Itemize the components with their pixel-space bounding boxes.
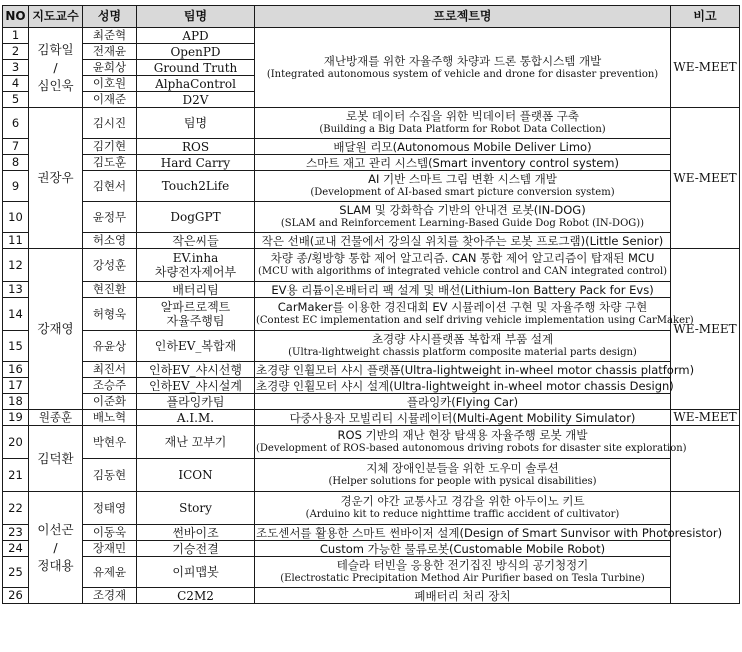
- row-no: 20: [3, 426, 29, 459]
- team-name: 썬바이조: [137, 525, 255, 541]
- row-no: 19: [3, 410, 29, 426]
- student-name: 전재윤: [83, 44, 137, 60]
- project-title-ko: 초경량 샤시플랫폼 복합재 부품 설계: [371, 332, 554, 346]
- row-no: 10: [3, 202, 29, 233]
- row-no: 7: [3, 139, 29, 155]
- project-title: [255, 394, 671, 410]
- student-name: 배노혁: [83, 410, 137, 426]
- project-title: [255, 492, 671, 525]
- advisor-name: 이선곤 / 정대용: [37, 521, 74, 573]
- header-no: NO: [3, 6, 29, 28]
- note-cell: WE-MEET: [671, 28, 740, 108]
- project-table-sheet: [2, 5, 740, 604]
- table-row: [3, 459, 740, 492]
- row-no: 12: [3, 249, 29, 282]
- team-name: ROS: [137, 139, 255, 155]
- table-row: [3, 28, 740, 44]
- team-name: A.I.M.: [137, 410, 255, 426]
- team-name: Ground Truth: [137, 60, 255, 76]
- student-name: 이준화: [83, 394, 137, 410]
- project-title-en: (Development of AI-based smart picture conversion system): [310, 187, 615, 198]
- project-title-ko: 플라잉카(Flying Car): [406, 394, 519, 409]
- advisor-name: 강재영: [37, 321, 74, 336]
- row-no: 15: [3, 331, 29, 362]
- table-row: [3, 233, 740, 249]
- row-no: 25: [3, 557, 29, 588]
- student-name: 이재준: [83, 92, 137, 108]
- student-name: 정태영: [83, 492, 137, 525]
- student-name: 조경재: [83, 588, 137, 604]
- team-name: 재난 꼬부기: [137, 426, 255, 459]
- advisor-name: 원종훈: [29, 410, 83, 426]
- team-name: 팀명: [137, 108, 255, 139]
- table-row: [3, 557, 740, 588]
- project-title-ko: 작은 선배(교내 건물에서 강의실 위치를 찾아주는 로봇 프로그램)(Little Senior): [261, 233, 664, 248]
- row-no: 14: [3, 298, 29, 331]
- project-title: [255, 282, 671, 298]
- project-title-ko: 배달원 리모(Autonomous Mobile Deliver Limo): [333, 139, 592, 154]
- team-name: Hard Carry: [137, 155, 255, 171]
- project-title-ko: EV용 리튬이온배터리 팩 설계 및 배선(Lithium-Ion Battery Pack for Evs): [271, 282, 654, 297]
- project-title-en: (SLAM and Reinforcement Learning-Based Guide Dog Robot (IN-DOG)): [280, 218, 645, 229]
- project-title: [255, 362, 695, 378]
- row-no: 16: [3, 362, 29, 378]
- project-title-ko: 지체 장애인분들을 위한 도우미 솔루션: [366, 461, 559, 475]
- project-title-en: (Helper solutions for people with pysical disabilities): [328, 476, 597, 487]
- project-title-en: (Arduino kit to reduce nighttime traffic accident of cultivator): [305, 509, 620, 520]
- table-row: [3, 426, 740, 459]
- project-title-ko: 조도센서를 활용한 스마트 썬바이저 설계(Design of Smart Sunvisor with Photoresistor): [256, 525, 723, 540]
- project-table: [2, 5, 740, 604]
- table-row: [3, 394, 740, 410]
- project-title-en: (Integrated autonomous system of vehicle and drone for disaster prevention): [266, 68, 659, 80]
- student-name: 윤희상: [83, 60, 137, 76]
- row-no: 2: [3, 44, 29, 60]
- student-name: 김시진: [83, 108, 137, 139]
- row-no: 17: [3, 378, 29, 394]
- row-no: 21: [3, 459, 29, 492]
- student-name: 김기현: [83, 139, 137, 155]
- table-row: [3, 155, 740, 171]
- team-name: 플라잉카팀: [137, 394, 255, 410]
- project-title-en: (MCU with algorithms of integrated vehicle control and CAN integrated control): [257, 266, 668, 277]
- project-title-ko: 스마트 재고 관리 시스템(Smart inventory control system): [306, 155, 619, 170]
- table-row: [3, 588, 740, 604]
- project-title: [255, 202, 671, 233]
- project-title: [255, 459, 671, 492]
- table-row: [3, 492, 740, 525]
- row-no: 6: [3, 108, 29, 139]
- note-cell: WE-MEET: [671, 410, 740, 426]
- advisor-cell: [29, 492, 83, 604]
- project-title-ko: CarMaker를 이용한 경진대회 EV 시뮬레이션 구현 및 자율주행 차량 구현: [277, 300, 648, 314]
- table-row: [3, 541, 740, 557]
- project-title-ko: SLAM 및 강화학습 기반의 안내견 로봇(IN-DOG): [339, 203, 586, 217]
- team-name: DogGPT: [137, 202, 255, 233]
- row-no: 13: [3, 282, 29, 298]
- student-name: 장재민: [83, 541, 137, 557]
- project-title: [255, 28, 671, 108]
- student-name: 조승주: [83, 378, 137, 394]
- project-title-ko: 테슬라 터빈을 응용한 전기집진 방식의 공기청정기: [336, 558, 589, 572]
- table-row: [3, 249, 740, 282]
- project-title-ko: AI 기반 스마트 그림 변환 시스템 개발: [368, 172, 557, 186]
- table-row: [3, 202, 740, 233]
- project-title: [255, 233, 671, 249]
- row-no: 3: [3, 60, 29, 76]
- team-name: [137, 298, 255, 331]
- note-cell-empty: [671, 426, 740, 492]
- project-title-ko: 재난방재를 위한 자율주행 차량과 드론 통합시스템 개발: [323, 53, 602, 68]
- header-project: 프로젝트명: [255, 6, 671, 28]
- row-no: 22: [3, 492, 29, 525]
- project-title: [255, 139, 671, 155]
- student-name: 이호원: [83, 76, 137, 92]
- advisor-name: 김학일 / 심인욱: [37, 41, 74, 93]
- advisor-name: 권장우: [37, 170, 74, 185]
- student-name: 현진환: [83, 282, 137, 298]
- project-title-ko: 차량 종/횡방향 통합 제어 알고리즘. CAN 통합 제어 알고리즘이 탑재된 MCU: [270, 251, 655, 265]
- project-title: [255, 525, 723, 541]
- project-title: [255, 331, 671, 362]
- project-title: [255, 588, 671, 604]
- table-row: [3, 410, 740, 426]
- team-name: 작은씨들: [137, 233, 255, 249]
- row-no: 8: [3, 155, 29, 171]
- project-title: [255, 249, 671, 282]
- team-name: Story: [137, 492, 255, 525]
- header-team: 팀명: [137, 6, 255, 28]
- project-title-en: (Ultra-lightweight chassis platform composite material parts design): [288, 347, 637, 358]
- advisor-cell: [29, 108, 83, 249]
- project-title-en: (Electrostatic Precipitation Method Air Purifier based on Tesla Turbine): [280, 573, 645, 584]
- project-title: [255, 541, 671, 557]
- project-title: [255, 557, 671, 588]
- team-name: C2M2: [137, 588, 255, 604]
- advisor-cell: [29, 249, 83, 410]
- project-title-ko: 다중사용자 모빌리티 시뮬레이터(Multi-Agent Mobility Simulator): [289, 410, 636, 425]
- student-name: 강성훈: [83, 249, 137, 282]
- student-name: 허소영: [83, 233, 137, 249]
- note-cell-empty: [671, 492, 740, 604]
- team-name: 인하EV_복합재: [137, 331, 255, 362]
- advisor-cell: [29, 426, 83, 492]
- project-title-en: (Building a Big Data Platform for Robot Data Collection): [319, 124, 606, 135]
- row-no: 5: [3, 92, 29, 108]
- project-title-ko: 초경량 인휠모터 샤시 플랫폼(Ultra-lightweight in-wheel motor chassis platform): [256, 362, 695, 377]
- team-name: ICON: [137, 459, 255, 492]
- table-row: [3, 331, 740, 362]
- row-no: 26: [3, 588, 29, 604]
- team-name: 인하EV_샤시선행: [137, 362, 255, 378]
- student-name: 김현서: [83, 171, 137, 202]
- header-row: [3, 6, 740, 28]
- team-name: APD: [137, 28, 255, 44]
- project-title-en: (Development of ROS-based autonomous driving robots for disaster site exploration): [256, 443, 687, 454]
- table-row: [3, 525, 740, 541]
- student-name: 유윤상: [83, 331, 137, 362]
- row-no: 4: [3, 76, 29, 92]
- project-title-en: (Contest EC implementation and self driving vehicle implementation using CarMaker): [256, 315, 694, 326]
- header-note: 비고: [671, 6, 740, 28]
- row-no: 11: [3, 233, 29, 249]
- row-no: 9: [3, 171, 29, 202]
- project-title: [255, 298, 694, 331]
- table-row: [3, 171, 740, 202]
- table-row: [3, 282, 740, 298]
- team-name-text: EV.inha 차량전자제어부: [154, 251, 237, 279]
- advisor-cell: [29, 28, 83, 108]
- project-title-ko: 폐배터리 처리 장치: [414, 588, 511, 603]
- student-name: 김도훈: [83, 155, 137, 171]
- table-row: [3, 378, 740, 394]
- row-no: 18: [3, 394, 29, 410]
- project-title-ko: 초경량 인휠모터 샤시 설계(Ultra-lightweight in-wheel motor chassis Design): [256, 378, 674, 393]
- row-no: 24: [3, 541, 29, 557]
- project-title: [255, 171, 671, 202]
- team-name: Touch2Life: [137, 171, 255, 202]
- note-cell: WE-MEET: [671, 108, 740, 249]
- project-title-ko: ROS 기반의 재난 현장 탐색용 자율주행 로봇 개발: [337, 428, 588, 442]
- student-name: 이동욱: [83, 525, 137, 541]
- project-title: [255, 426, 687, 459]
- team-name: [137, 249, 255, 282]
- project-title-ko: Custom 가능한 물류로봇(Customable Mobile Robot): [319, 541, 606, 556]
- project-title: [255, 378, 674, 394]
- table-row: [3, 298, 740, 331]
- team-name: AlphaControl: [137, 76, 255, 92]
- project-title: [255, 108, 671, 139]
- student-name: 유제윤: [83, 557, 137, 588]
- project-title: [255, 410, 671, 426]
- project-title-ko: 로봇 데이터 수집을 위한 빅데이터 플랫폼 구축: [345, 109, 579, 123]
- team-name: 이피맵봇: [137, 557, 255, 588]
- table-row: [3, 139, 740, 155]
- table-row: [3, 362, 740, 378]
- student-name: 허형욱: [83, 298, 137, 331]
- project-title-ko: 경운기 야간 교통사고 경감을 위한 아두이노 키트: [340, 494, 585, 508]
- student-name: 박현우: [83, 426, 137, 459]
- team-name: OpenPD: [137, 44, 255, 60]
- note-cell: WE-MEET: [671, 249, 740, 410]
- header-advisor: 지도교수: [29, 6, 83, 28]
- student-name: 최진서: [83, 362, 137, 378]
- team-name: 인하EV_샤시설계: [137, 378, 255, 394]
- team-name: 배터리팀: [137, 282, 255, 298]
- project-title: [255, 155, 671, 171]
- row-no: 1: [3, 28, 29, 44]
- team-name: 기승전결: [137, 541, 255, 557]
- team-name-text: 알파르로젝트 자율주행팀: [160, 300, 231, 328]
- student-name: 김동현: [83, 459, 137, 492]
- row-no: 23: [3, 525, 29, 541]
- student-name: 최준혁: [83, 28, 137, 44]
- student-name: 윤정무: [83, 202, 137, 233]
- advisor-name: 김덕환: [37, 450, 74, 466]
- table-row: [3, 108, 740, 139]
- team-name: D2V: [137, 92, 255, 108]
- header-name: 성명: [83, 6, 137, 28]
